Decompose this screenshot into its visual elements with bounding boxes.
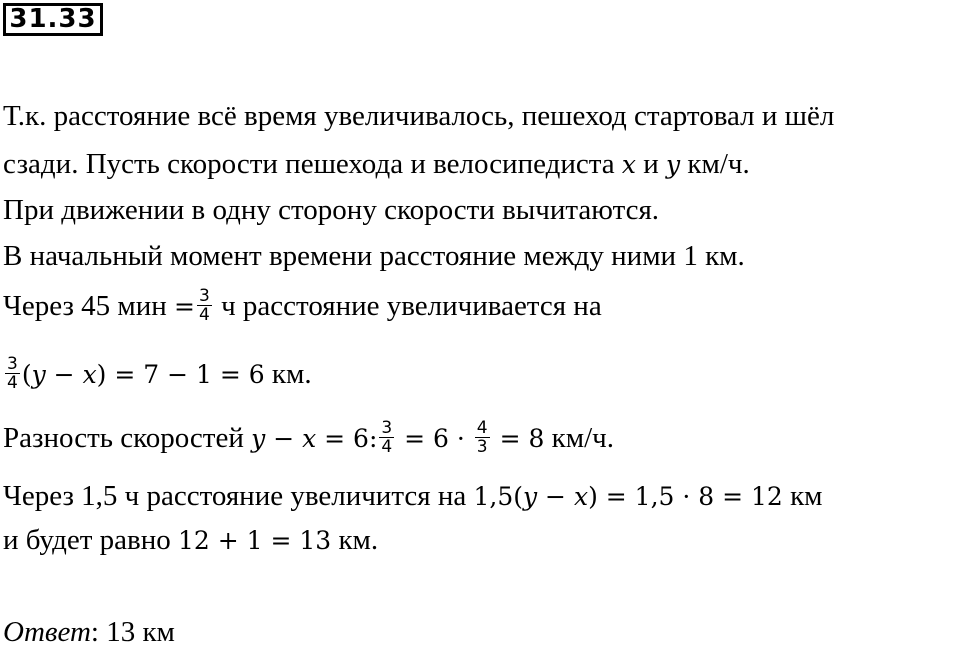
text: Через 1,5 ч расстояние увеличится на: [3, 480, 474, 512]
text: км: [782, 480, 823, 512]
text: ч расстояние увеличивается на: [213, 290, 602, 322]
answer-value: 13 км: [106, 616, 175, 648]
fraction: [5, 355, 20, 392]
variable-x: x: [573, 482, 589, 511]
solution-line-1: [3, 98, 834, 134]
numerator: 3: [7, 353, 18, 374]
text: и будет равно: [3, 524, 178, 556]
equals-sign: =: [174, 292, 195, 321]
math-text: 12 + 1 = 13: [177, 526, 332, 555]
problem-number: 31.33: [3, 3, 103, 36]
variable-y: y: [31, 360, 46, 389]
math-text: 1,5(: [473, 482, 523, 511]
text: км/ч.: [544, 422, 614, 454]
variable-y: y: [251, 424, 266, 453]
numerator: 4: [476, 417, 488, 438]
text: км.: [331, 524, 379, 556]
variable-y: y: [666, 150, 681, 179]
text: При движении в одну сторону скорости вычитаются.: [3, 194, 660, 226]
variable-y: y: [522, 482, 538, 511]
text: В начальный момент времени расстояние между ними 1 км.: [3, 240, 745, 272]
text: км/ч.: [680, 148, 750, 180]
solution-line-2: [3, 146, 750, 183]
math-text: ) = 7 − 1 = 6: [96, 360, 265, 389]
solution-line-7: [3, 417, 614, 459]
numerator: 3: [199, 285, 210, 306]
text: и: [636, 148, 667, 180]
denominator: 3: [476, 436, 488, 457]
math-text: ) = 1,5 · 8 = 12: [588, 482, 783, 511]
math-text: = 6 ·: [396, 424, 473, 453]
solution-line-4: [3, 238, 745, 274]
text: Разность скоростей: [3, 422, 252, 454]
variable-x: x: [302, 424, 317, 453]
denominator: 4: [7, 372, 18, 393]
denominator: 4: [381, 436, 393, 457]
solution-line-8: [3, 478, 823, 515]
answer-colon: :: [90, 616, 107, 648]
math-text: = 8: [491, 424, 545, 453]
answer-line: [3, 614, 175, 650]
text: км.: [264, 358, 312, 390]
solution-line-9: [3, 522, 378, 559]
solution-line-3: [3, 192, 659, 228]
answer-label: Ответ: [3, 616, 91, 648]
minus-sign: −: [537, 482, 574, 511]
variable-x: x: [621, 150, 636, 179]
math-text: (: [21, 360, 32, 389]
math-text: = 6:: [316, 424, 378, 453]
text: сзади. Пусть скорости пешехода и велосипедиста: [3, 148, 622, 180]
minus-sign: −: [45, 360, 83, 389]
fraction: [379, 419, 394, 456]
fraction: [475, 419, 490, 456]
denominator: 4: [199, 304, 210, 325]
variable-x: x: [82, 360, 97, 389]
numerator: 3: [381, 417, 393, 438]
text: Т.к. расстояние всё время увеличивалось, пешеход стартовал и шёл: [3, 100, 835, 132]
minus-sign: −: [265, 424, 303, 453]
fraction: [197, 287, 212, 324]
solution-line-6: [3, 353, 312, 395]
text: Через 45 мин: [3, 290, 175, 322]
solution-line-5: [3, 285, 602, 327]
